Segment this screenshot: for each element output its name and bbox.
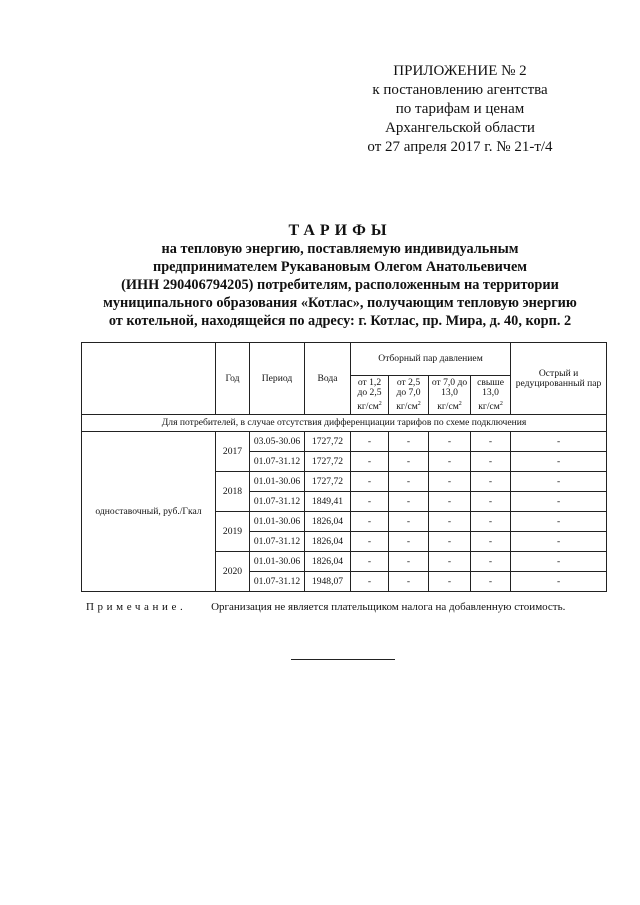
appendix-line: к постановлению агентства <box>372 82 548 98</box>
closing-divider <box>291 659 395 660</box>
water-cell: 1727,72 <box>305 452 351 472</box>
subtitle-line: от котельной, находящейся по адресу: г. Котлас, пр. Мира, д. 40, корп. 2 <box>108 313 572 329</box>
appendix-line: ПРИЛОЖЕНИЕ № 2 <box>393 63 527 79</box>
appendix-block <box>330 62 590 157</box>
table-row <box>82 432 607 452</box>
pressure-range: от 1,2 до 2,5 <box>357 377 382 399</box>
header-pressure-1 <box>351 376 389 415</box>
steam-cell: - <box>471 492 511 512</box>
steam-cell: - <box>389 532 429 552</box>
note-label: Примечание. <box>86 601 187 613</box>
note-text: Организация не является плательщиком налога на добавленную стоимость. <box>211 601 566 613</box>
water-cell: 1727,72 <box>305 472 351 492</box>
appendix-line: Архангельской области <box>385 120 535 136</box>
header-pressure-4 <box>471 376 511 415</box>
appendix-line: от 27 апреля 2017 г. № 21-т/4 <box>367 139 553 155</box>
pressure-range: от 2,5 до 7,0 <box>396 377 421 399</box>
steam-cell: - <box>429 452 471 472</box>
steam-cell: - <box>471 532 511 552</box>
steam-cell: - <box>351 472 389 492</box>
water-cell: 1826,04 <box>305 512 351 532</box>
header-pressure-3 <box>429 376 471 415</box>
appendix-line: по тарифам и ценам <box>395 101 525 117</box>
steam-cell: - <box>351 452 389 472</box>
steam-cell: - <box>389 492 429 512</box>
steam-cell: - <box>389 452 429 472</box>
steam-cell: - <box>429 532 471 552</box>
water-cell: 1826,04 <box>305 532 351 552</box>
water-cell: 1727,72 <box>305 432 351 452</box>
water-cell: 1826,04 <box>305 552 351 572</box>
water-cell: 1849,41 <box>305 492 351 512</box>
period-cell: 01.01-30.06 <box>250 552 305 572</box>
note <box>86 601 626 613</box>
document-subtitle <box>40 240 640 330</box>
pressure-unit: $кг/см^2$ <box>357 400 382 412</box>
steam-cell: - <box>429 472 471 492</box>
steam-cell: - <box>471 572 511 592</box>
period-cell: 03.05-30.06 <box>250 432 305 452</box>
subtitle-line: предпринимателем Рукавановым Олегом Анатольевичем <box>152 259 528 275</box>
header-pressure-2 <box>389 376 429 415</box>
steam-cell: - <box>351 532 389 552</box>
sharp-steam-cell: - <box>511 432 607 452</box>
steam-cell: - <box>389 432 429 452</box>
sharp-steam-cell: - <box>511 572 607 592</box>
steam-cell: - <box>471 472 511 492</box>
year-cell: 2020 <box>216 552 250 592</box>
steam-cell: - <box>389 552 429 572</box>
steam-cell: - <box>351 552 389 572</box>
sharp-steam-cell: - <box>511 532 607 552</box>
header-period: Период <box>250 343 305 415</box>
period-cell: 01.01-30.06 <box>250 512 305 532</box>
sharp-steam-cell: - <box>511 512 607 532</box>
document-title: ТАРИФЫ <box>288 222 392 239</box>
steam-cell: - <box>429 492 471 512</box>
header-year: Год <box>216 343 250 415</box>
header-sharp-steam: Острый и редуцированный пар <box>511 343 607 415</box>
subtitle-line: на тепловую энергию, поставляемую индивидуальным <box>161 241 519 257</box>
steam-cell: - <box>351 512 389 532</box>
steam-cell: - <box>389 472 429 492</box>
sharp-steam-cell: - <box>511 472 607 492</box>
tariff-table <box>81 342 607 592</box>
steam-cell: - <box>471 432 511 452</box>
steam-cell: - <box>471 552 511 572</box>
year-cell: 2018 <box>216 472 250 512</box>
steam-cell: - <box>429 552 471 572</box>
steam-cell: - <box>351 572 389 592</box>
steam-cell: - <box>429 432 471 452</box>
steam-cell: - <box>471 512 511 532</box>
period-cell: 01.01-30.06 <box>250 472 305 492</box>
steam-cell: - <box>471 452 511 472</box>
subtitle-line: (ИНН 290406794205) потребителям, расположенным на территории <box>121 277 559 293</box>
header-steam-group: Отборный пар давлением <box>351 343 511 376</box>
steam-cell: - <box>351 432 389 452</box>
steam-cell: - <box>351 492 389 512</box>
subtitle-line: муниципального образования «Котлас», получающим тепловую энергию <box>103 295 577 311</box>
sharp-steam-cell: - <box>511 552 607 572</box>
pressure-unit: $кг/см^2$ <box>437 400 462 412</box>
period-cell: 01.07-31.12 <box>250 452 305 472</box>
header-water: Вода <box>305 343 351 415</box>
period-cell: 01.07-31.12 <box>250 492 305 512</box>
steam-cell: - <box>429 512 471 532</box>
pressure-range: от 7,0 до 13,0 <box>431 377 468 399</box>
steam-cell: - <box>389 572 429 592</box>
pressure-unit: $кг/см^2$ <box>396 400 421 412</box>
sharp-steam-cell: - <box>511 452 607 472</box>
pressure-range: свыше 13,0 <box>477 377 504 399</box>
water-cell: 1948,07 <box>305 572 351 592</box>
year-cell: 2019 <box>216 512 250 552</box>
year-cell: 2017 <box>216 432 250 472</box>
header-empty <box>82 343 216 415</box>
steam-cell: - <box>429 572 471 592</box>
pressure-unit: $кг/см^2$ <box>478 400 503 412</box>
steam-cell: - <box>389 512 429 532</box>
rate-type-cell: одноставочный, руб./Гкал <box>82 432 216 592</box>
sharp-steam-cell: - <box>511 492 607 512</box>
period-cell: 01.07-31.12 <box>250 572 305 592</box>
section-row: Для потребителей, в случае отсутствия дифференциации тарифов по схеме подключения <box>82 415 607 432</box>
period-cell: 01.07-31.12 <box>250 532 305 552</box>
